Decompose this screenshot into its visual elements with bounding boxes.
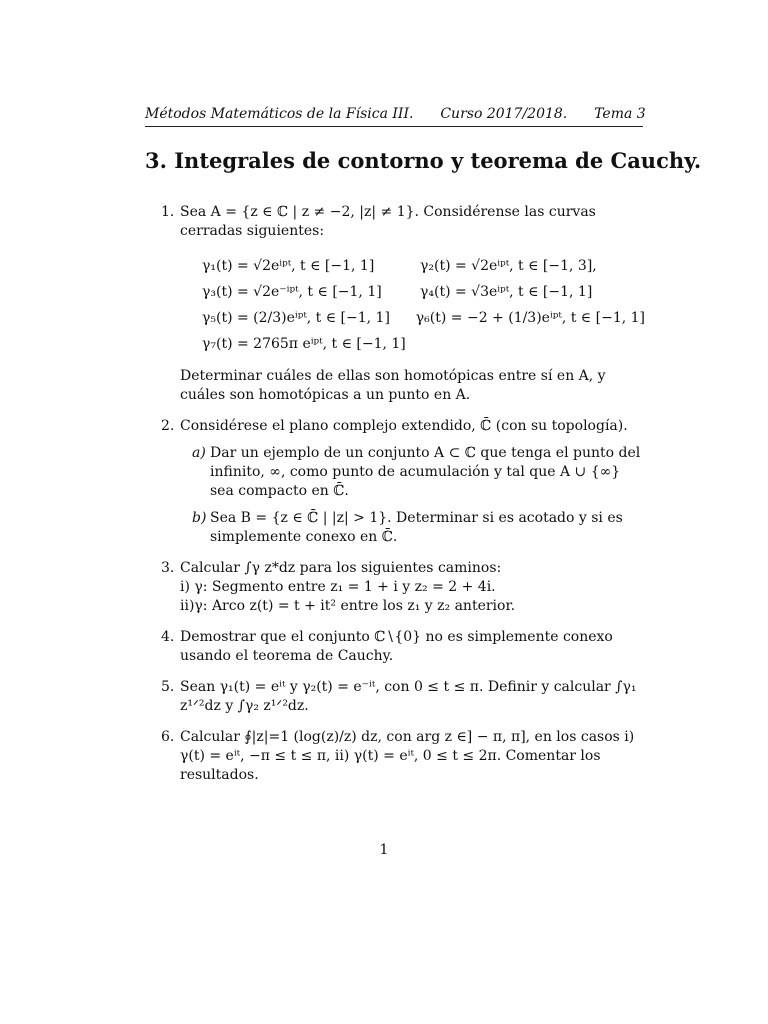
running-header: [145, 106, 646, 122]
subproblem-a: [180, 444, 645, 501]
problem-number: 3.: [161, 560, 175, 576]
curve-gamma-5: γ₅(t) = (2/3)eⁱᵖᵗ, t ∈ [−1, 1]: [202, 309, 390, 326]
subproblem-b: [180, 509, 645, 547]
curve-list: [202, 253, 645, 357]
subproblem-label: b): [192, 510, 207, 526]
problem-number: 1.: [161, 204, 175, 220]
subproblem-text: Dar un ejemplo de un conjunto A ⊂ ℂ que tenga el punto del infinito, ∞, como punto de acumulación y tal que A ∪ {∞} sea compacto en ℂ̄.: [210, 445, 641, 499]
problem-text: Calcular ∮|z|=1 (log(z)/z) dz, con arg z ∈] − π, π], en los casos i) γ(t) = eⁱᵗ, −π ≤ t ≤ π, ii) γ(t) = eⁱᵗ, 0 ≤ t ≤ 2π. Comentar los resultados.: [180, 729, 635, 783]
curve-row: [202, 305, 645, 331]
problem-list: [145, 203, 645, 797]
section-title: 3. Integrales de contorno y teorema de Cauchy.: [145, 148, 702, 173]
header-course: Métodos Matemáticos de la Física III.: [145, 106, 414, 122]
problem-text: Demostrar que el conjunto ℂ∖{0} no es simplemente conexo usando el teorema de Cauchy.: [180, 629, 613, 664]
problem-6: [145, 728, 645, 785]
problem-number: 6.: [161, 729, 175, 745]
curve-gamma-7: γ₇(t) = 2765π eⁱᵖᵗ, t ∈ [−1, 1]: [202, 335, 406, 352]
problem-line: Calcular ∫γ z*dz para los siguientes caminos:: [180, 560, 502, 576]
subproblem-text: Sea B = {z ∈ ℂ̄ | |z| > 1}. Determinar si es acotado y si es simplemente conexo en ℂ̄.: [210, 510, 623, 545]
curve-row: [202, 279, 645, 305]
subproblem-label: a): [192, 445, 206, 461]
problem-question: Determinar cuáles de ellas son homotópicas entre sí en A, y cuáles son homotópicas a un punto en A.: [180, 368, 606, 403]
problem-text: Sea A = {z ∈ ℂ | z ≠ −2, |z| ≠ 1}. Considérense las curvas cerradas siguientes:: [180, 204, 596, 239]
problem-3: [145, 559, 645, 616]
problem-4: [145, 628, 645, 666]
problem-5: [145, 678, 645, 716]
curve-gamma-1: γ₁(t) = √2eⁱᵖᵗ, t ∈ [−1, 1]: [202, 257, 375, 274]
curve-gamma-4: γ₄(t) = √3eⁱᵖᵗ, t ∈ [−1, 1]: [420, 283, 593, 300]
problem-number: 4.: [161, 629, 175, 645]
header-year: Curso 2017/2018.: [440, 106, 568, 122]
header-rule: [145, 126, 643, 127]
problem-1: [145, 203, 645, 405]
problem-number: 5.: [161, 679, 175, 695]
curve-row: [202, 331, 645, 357]
problem-text: Considérese el plano complejo extendido, ℂ̄ (con su topología).: [180, 418, 628, 434]
curve-gamma-2: γ₂(t) = √2eⁱᵖᵗ, t ∈ [−1, 3],: [420, 257, 597, 274]
problem-line: i) γ: Segmento entre z₁ = 1 + i y z₂ = 2 + 4i.: [180, 579, 496, 595]
page-number: 1: [379, 842, 389, 858]
curve-gamma-3: γ₃(t) = √2e⁻ⁱᵖᵗ, t ∈ [−1, 1]: [202, 283, 382, 300]
problem-number: 2.: [161, 418, 175, 434]
header-topic: Tema 3: [594, 106, 646, 122]
problem-line: ii)γ: Arco z(t) = t + it² entre los z₁ y z₂ anterior.: [180, 598, 516, 614]
curve-gamma-6: γ₆(t) = −2 + (1/3)eⁱᵖᵗ, t ∈ [−1, 1]: [415, 309, 645, 326]
curve-row: [202, 253, 645, 279]
problem-lines: [180, 559, 645, 616]
problem-2: [145, 417, 645, 547]
problem-text: Sean γ₁(t) = eⁱᵗ y γ₂(t) = e⁻ⁱᵗ, con 0 ≤ t ≤ π. Definir y calcular ∫γ₁ z¹ᐟ²dz y ∫γ₂ z¹ᐟ²dz.: [180, 679, 637, 714]
